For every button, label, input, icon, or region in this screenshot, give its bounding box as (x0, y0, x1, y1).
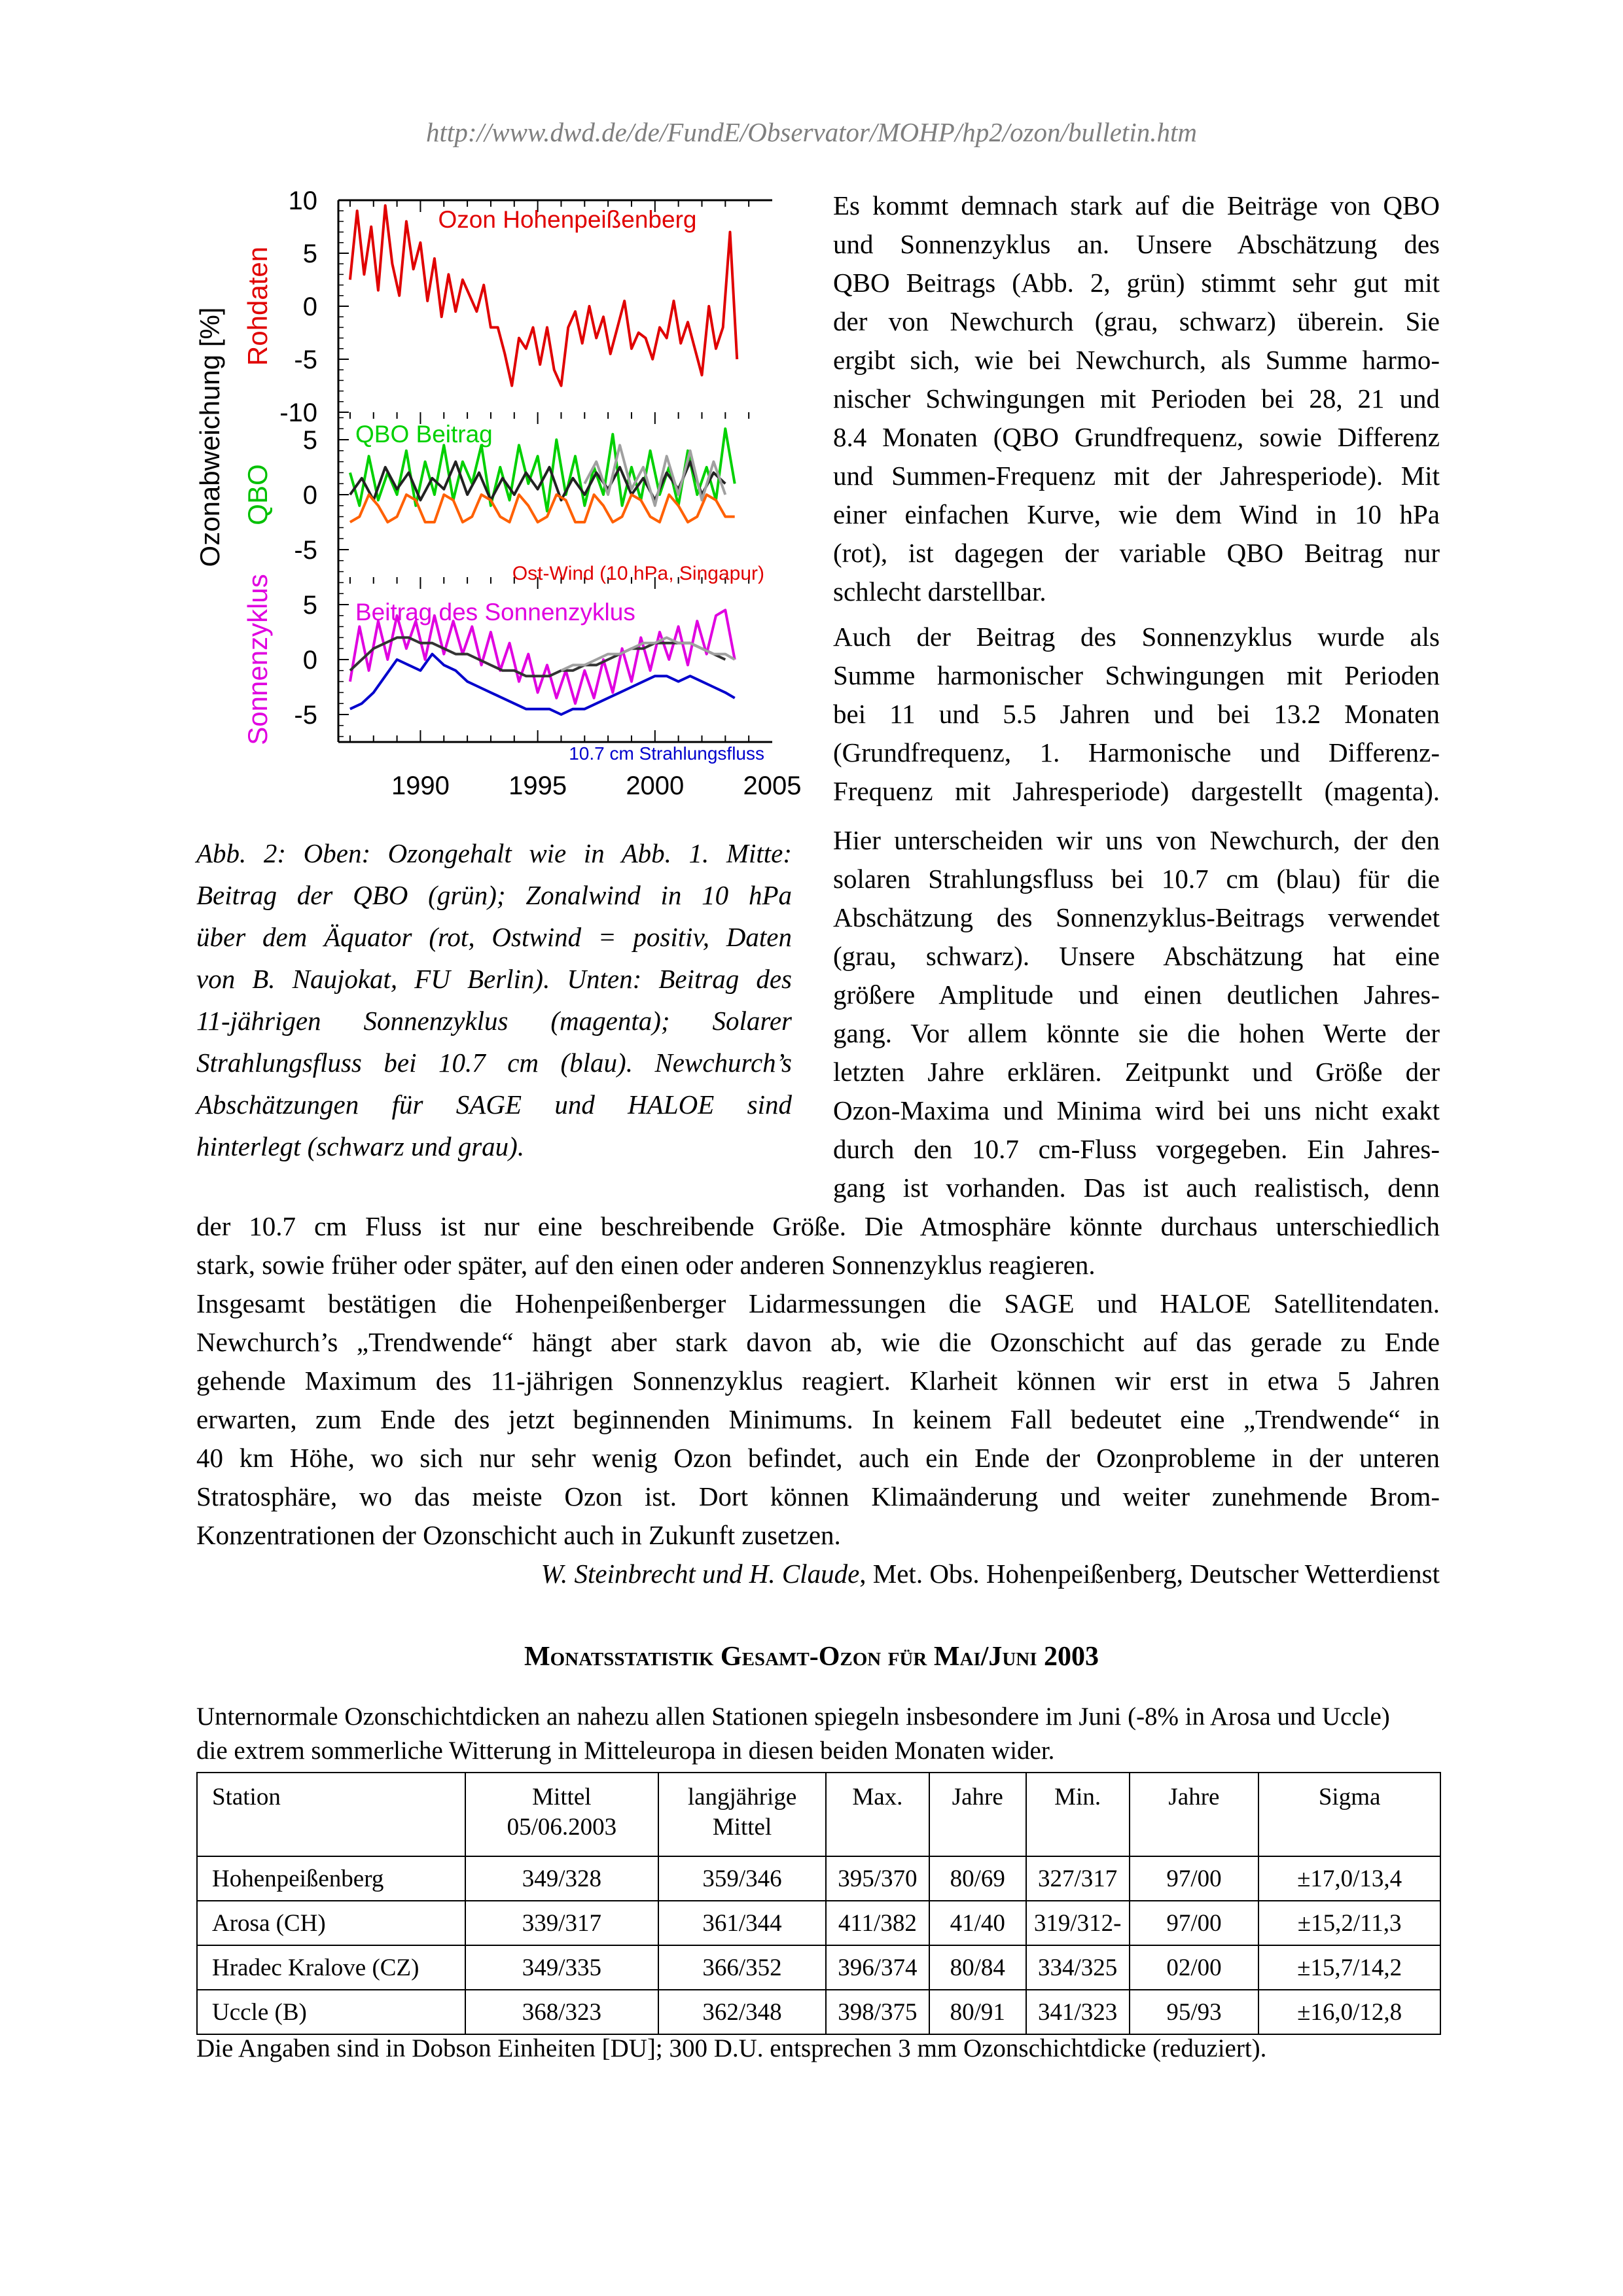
cell-mittel: 368/323 (465, 1990, 659, 2034)
stats-intro (196, 1700, 1440, 1768)
text-line: die extrem sommerliche Witterung in Mitteleuropa in diesen beiden Monaten wider. (196, 1737, 1055, 1765)
y-tick-label: -5 (294, 701, 317, 730)
series-line (350, 654, 735, 715)
series-label-flux: 10.7 cm Strahlungsfluss (569, 743, 764, 764)
header-mittel: Mittel 05/06.2003 (465, 1773, 659, 1856)
y-tick-label: 5 (302, 591, 317, 620)
header-jahre-max: Jahre (929, 1773, 1026, 1856)
cell-station: Uccle (B) (197, 1990, 465, 2034)
right-column-block-3 (833, 821, 1440, 1207)
text-line: Abb. 2: Oben: Ozongehalt wie in Abb. 1. Mitte: (196, 838, 792, 868)
cell-sigma: ±15,2/11,3 (1258, 1901, 1440, 1945)
text-line: von B. Naujokat, FU Berlin). Unten: Beitrag des (196, 964, 792, 994)
cell-min: 341/323 (1026, 1990, 1130, 2034)
text-line: bei 11 und 5.5 Jahren und bei 13.2 Monaten (833, 699, 1440, 729)
text-line: 8.4 Monaten (QBO Grundfrequenz, sowie Differenz (833, 422, 1440, 452)
text-line: der 10.7 cm Fluss ist nur eine beschreibende Größe. Die Atmosphäre könnte durchaus unterschiedlich (196, 1211, 1440, 1241)
cell-jmax: 80/91 (929, 1990, 1026, 2034)
caption-line: hinterlegt (schwarz und grau). (196, 1131, 525, 1161)
text-line: schlecht darstellbar. (833, 576, 1046, 607)
cell-lang: 362/348 (658, 1990, 826, 2034)
signature (196, 1555, 1440, 1593)
cell-sigma: ±17,0/13,4 (1258, 1856, 1440, 1901)
right-column-block-2 (833, 618, 1440, 811)
text-line: gehende Maximum des 11-jährigen Sonnenzyklus reagiert. Klarheit können wir erst in etwa 5 Jahren (196, 1366, 1440, 1396)
cell-jmin: 97/00 (1130, 1856, 1259, 1901)
panel-side-label: QBO (242, 464, 273, 525)
text-line: einer einfachen Kurve, wie dem Wind in 10 hPa (833, 499, 1440, 529)
text-line: und Summen-Frequenz mit der Jahresperiode). Mit (833, 461, 1440, 491)
cell-max: 398/375 (826, 1990, 929, 2034)
header-min: Min. (1026, 1773, 1130, 1856)
header-max: Max. (826, 1773, 929, 1856)
cell-sigma: ±15,7/14,2 (1258, 1945, 1440, 1990)
text-line: (Grundfrequenz, 1. Harmonische und Differenz- (833, 737, 1440, 768)
ozone-figure (190, 175, 812, 826)
series-label-sonne: Beitrag des Sonnenzyklus (355, 599, 635, 626)
text-line: QBO Beitrags (Abb. 2, grün) stimmt sehr gut mit (833, 268, 1440, 298)
text-line: Ozon-Maxima und Minima wird bei uns nicht exakt (833, 1095, 1440, 1125)
y-tick-label: -5 (294, 536, 317, 565)
text-line: Es kommt demnach stark auf die Beiträge von QBO (833, 190, 1440, 221)
text-line: stark, sowie früher oder später, auf den einen oder anderen Sonnenzyklus reagieren. (196, 1250, 1096, 1280)
panel-side-label: Rohdaten (242, 246, 273, 366)
text-line: letzten Jahre erklären. Zeitpunkt und Größe der (833, 1057, 1440, 1087)
text-line: Unternormale Ozonschichtdicken an nahezu allen Stationen spiegeln insbesondere im Juni (-8% in Arosa und Uccle) (196, 1703, 1390, 1731)
text-line: Abschätzungen für SAGE und HALOE sind (196, 1089, 792, 1120)
cell-jmin: 95/93 (1130, 1990, 1259, 2034)
cell-jmin: 02/00 (1130, 1945, 1259, 1990)
cell-station: Arosa (CH) (197, 1901, 465, 1945)
text-line: erwarten, zum Ende des jetzt beginnenden Minimums. In keinem Fall bedeutet eine „Trendwende“ in (196, 1404, 1440, 1434)
table-row (197, 1901, 1440, 1945)
y-tick-label: -10 (279, 398, 317, 427)
cell-lang: 366/352 (658, 1945, 826, 1990)
text-line: Strahlungsfluss bei 10.7 cm (blau). Newchurch’s (196, 1048, 792, 1078)
y-tick-label: 5 (302, 426, 317, 455)
series-label-wind: Ost-Wind (10 hPa, Singapur) (512, 563, 764, 584)
text-line: Hier unterscheiden wir uns von Newchurch, der den (833, 825, 1440, 855)
text-line: solaren Strahlungsfluss bei 10.7 cm (blau) für die (833, 864, 1440, 894)
cell-min: 327/317 (1026, 1856, 1130, 1901)
cell-jmax: 41/40 (929, 1901, 1026, 1945)
x-tick-label: 2005 (743, 771, 802, 800)
text-line: Beitrag der QBO (grün); Zonalwind in 10 hPa (196, 880, 792, 910)
y-tick-label: 0 (302, 646, 317, 675)
stats-table (196, 1772, 1441, 2035)
cell-min: 319/312- (1026, 1901, 1130, 1945)
y-tick-label: 10 (288, 186, 317, 215)
cell-max: 396/374 (826, 1945, 929, 1990)
table-row (197, 1990, 1440, 2034)
text-line: Frequenz mit Jahresperiode) dargestellt (magenta). (833, 776, 1440, 806)
y-tick-label: -5 (294, 345, 317, 374)
text-line: größere Amplitude und einen deutlichen Jahres- (833, 980, 1440, 1010)
header-sigma: Sigma (1258, 1773, 1440, 1856)
text-line: Summe harmonischer Schwingungen mit Perioden (833, 660, 1440, 690)
cell-max: 395/370 (826, 1856, 929, 1901)
signature-authors: W. Steinbrecht und H. Claude (541, 1559, 860, 1589)
x-tick-label: 1995 (508, 771, 567, 800)
cell-station: Hohenpeißenberg (197, 1856, 465, 1901)
text-line: über dem Äquator (rot, Ostwind = positiv, Daten (196, 922, 792, 952)
panel-side-label: Sonnenzyklus (242, 574, 273, 745)
cell-mittel: 349/328 (465, 1856, 659, 1901)
series-label-qbo: QBO Beitrag (355, 421, 493, 448)
header-jahre-min: Jahre (1130, 1773, 1259, 1856)
cell-jmax: 80/69 (929, 1856, 1026, 1901)
y-tick-label: 0 (302, 481, 317, 510)
text-line: gang ist vorhanden. Das ist auch realistisch, denn (833, 1173, 1440, 1203)
cell-mittel: 349/335 (465, 1945, 659, 1990)
text-line: Abschätzung des Sonnenzyklus-Beitrags verwendet (833, 902, 1440, 932)
right-column-block-1 (833, 186, 1440, 611)
table-row (197, 1856, 1440, 1901)
text-line: (grau, schwarz). Unsere Abschätzung hat eine (833, 941, 1440, 971)
text-line: Insgesamt bestätigen die Hohenpeißenberger Lidarmessungen die SAGE und HALOE Satellitendaten. (196, 1288, 1440, 1318)
y-tick-label: 0 (302, 292, 317, 321)
cell-sigma: ±16,0/12,8 (1258, 1990, 1440, 2034)
body-paragraph-2 (196, 1284, 1440, 1593)
cell-max: 411/382 (826, 1901, 929, 1945)
ozone-chart (190, 175, 812, 823)
header-langjaehrig: langjährige Mittel (658, 1773, 826, 1856)
y-tick-label: 5 (302, 239, 317, 268)
table-header-row (197, 1773, 1440, 1856)
text-line: der von Newchurch (grau, schwarz) überein. Sie (833, 306, 1440, 336)
signature-affiliation: , Met. Obs. Hohenpeißenberg, Deutscher Wetterdienst (859, 1559, 1440, 1589)
text-line: nischer Schwingungen mit Perioden bei 28, 21 und (833, 383, 1440, 414)
x-tick-label: 2000 (626, 771, 685, 800)
text-line: gang. Vor allem könnte sie die hohen Werte der (833, 1018, 1440, 1048)
source-url: http://www.dwd.de/de/FundE/Observator/MOHP/hp2/ozon/bulletin.htm (426, 117, 1197, 147)
text-line: Auch der Beitrag des Sonnenzyklus wurde als (833, 622, 1440, 652)
text-line: 11-jährigen Sonnenzyklus (magenta); Solarer (196, 1006, 792, 1036)
stats-title: Monatsstatistik Gesamt-Ozon für Mai/Juni 2003 (524, 1642, 1099, 1672)
y-axis-label: Ozonabweichung [%] (194, 307, 225, 567)
body-paragraph-1 (196, 1207, 1440, 1284)
cell-station: Hradec Kralove (CZ) (197, 1945, 465, 1990)
cell-lang: 361/344 (658, 1901, 826, 1945)
cell-lang: 359/346 (658, 1856, 826, 1901)
cell-jmin: 97/00 (1130, 1901, 1259, 1945)
header-station: Station (197, 1773, 465, 1856)
text-line: Stratosphäre, wo das meiste Ozon ist. Dort können Klimaänderung und weiter zunehmende Brom- (196, 1481, 1440, 1511)
text-line: ergibt sich, wie bei Newchurch, als Summe harmo- (833, 345, 1440, 375)
cell-min: 334/325 (1026, 1945, 1130, 1990)
text-line: Newchurch’s „Trendwende“ hängt aber stark davon ab, wie die Ozonschicht auf das gerade zu Ende (196, 1327, 1440, 1357)
text-line: durch den 10.7 cm-Fluss vorgegeben. Ein Jahres- (833, 1134, 1440, 1164)
cell-mittel: 339/317 (465, 1901, 659, 1945)
text-line: (rot), ist dagegen der variable QBO Beitrag nur (833, 538, 1440, 568)
cell-jmax: 80/84 (929, 1945, 1026, 1990)
figure-caption (196, 832, 792, 1167)
series-label-ozon: Ozon Hohenpeißenberg (438, 206, 697, 233)
stats-footnote: Die Angaben sind in Dobson Einheiten [DU]; 300 D.U. entsprechen 3 mm Ozonschichtdicke (reduziert). (196, 2034, 1267, 2062)
text-line: 40 km Höhe, wo sich nur sehr wenig Ozon befindet, auch ein Ende der Ozonprobleme in der unteren (196, 1443, 1440, 1473)
text-line: Konzentrationen der Ozonschicht auch in Zukunft zusetzen. (196, 1520, 841, 1550)
text-line: und Sonnenzyklus an. Unsere Abschätzung des (833, 229, 1440, 259)
table-row (197, 1945, 1440, 1990)
x-tick-label: 1990 (391, 771, 450, 800)
